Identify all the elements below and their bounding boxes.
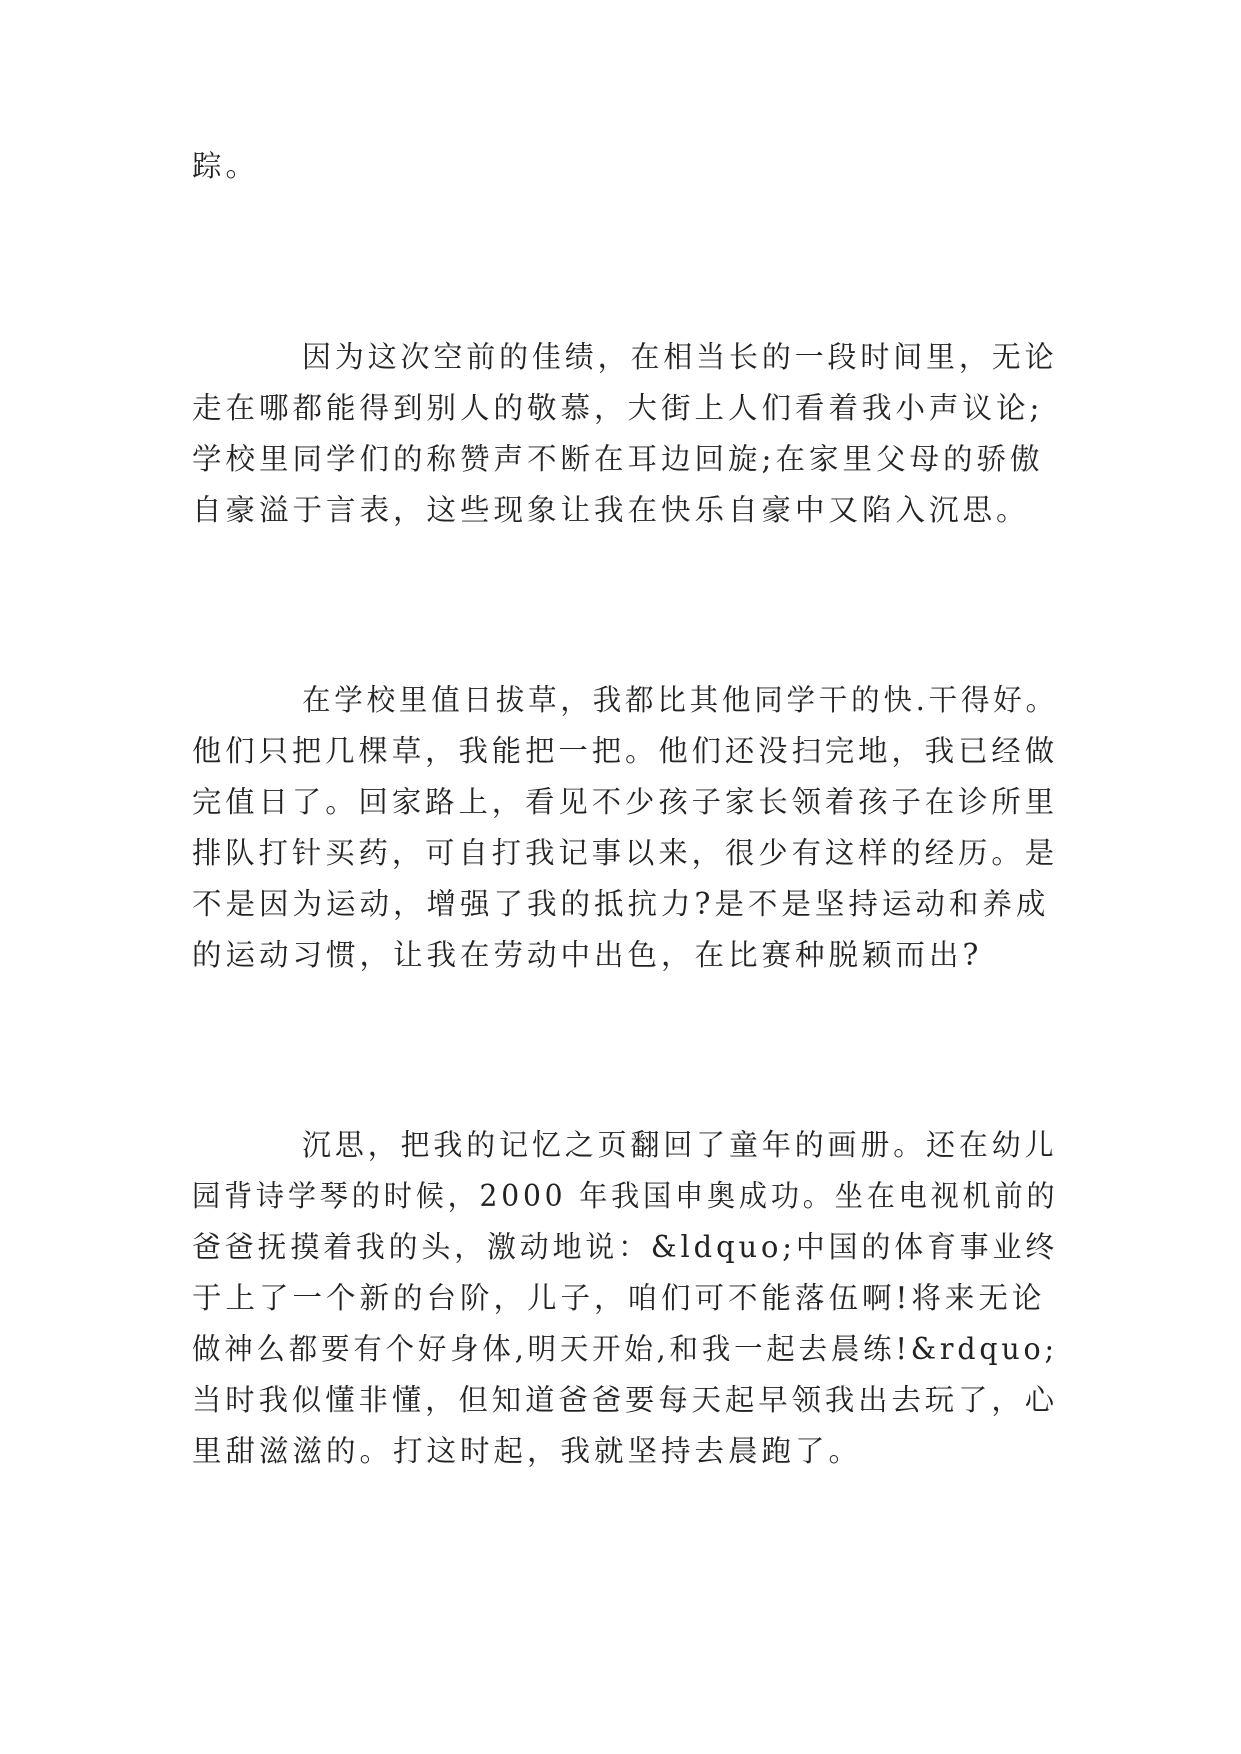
text-line: 自豪溢于言表，这些现象让我在快乐自豪中又陷入沉思。 [192, 493, 1030, 527]
text-line: 沉思，把我的记忆之页翻回了童年的画册。还在幼儿 [302, 1128, 1058, 1162]
text-line: 里甜滋滋的。打这时起，我就坚持去晨跑了。 [192, 1434, 863, 1468]
text-line: 做神么都要有个好身体,明天开始,和我一起去晨练!&rdquo; [192, 1332, 1058, 1366]
text-line: 踪。 [192, 149, 260, 183]
text-line: 爸爸抚摸着我的头，激动地说：&ldquo;中国的体育事业终 [192, 1230, 1059, 1264]
text-line: 不是因为运动，增强了我的抵抗力?是不是坚持运动和养成 [192, 887, 1050, 921]
text-line: 排队打针买药，可自打我记事以来，很少有这样的经历。是 [192, 836, 1059, 870]
text-line: 走在哪都能得到别人的敬慕，大街上人们看着我小声议论; [192, 391, 1044, 425]
text-line: 当时我似懂非懂，但知道爸爸要每天起早领我出去玩了，心 [192, 1383, 1059, 1417]
text-line: 于上了一个新的台阶，儿子，咱们可不能落伍啊!将来无论 [192, 1281, 1046, 1315]
text-line: 完值日了。回家路上，看见不少孩子家长领着孩子在诊所里 [192, 785, 1059, 819]
text-line: 学校里同学们的称赞声不断在耳边回旋;在家里父母的骄傲 [192, 442, 1044, 476]
text-line: 因为这次空前的佳绩，在相当长的一段时间里，无论 [302, 340, 1058, 374]
text-line: 园背诗学琴的时候，2000 年我国申奥成功。坐在电视机前的 [192, 1179, 1059, 1213]
text-line: 的运动习惯，让我在劳动中出色，在比赛种脱颖而出? [192, 938, 983, 972]
text-line: 他们只把几棵草，我能把一把。他们还没扫完地，我已经做 [192, 734, 1059, 768]
text-line: 在学校里值日拔草，我都比其他同学干的快.干得好。 [302, 683, 1058, 717]
